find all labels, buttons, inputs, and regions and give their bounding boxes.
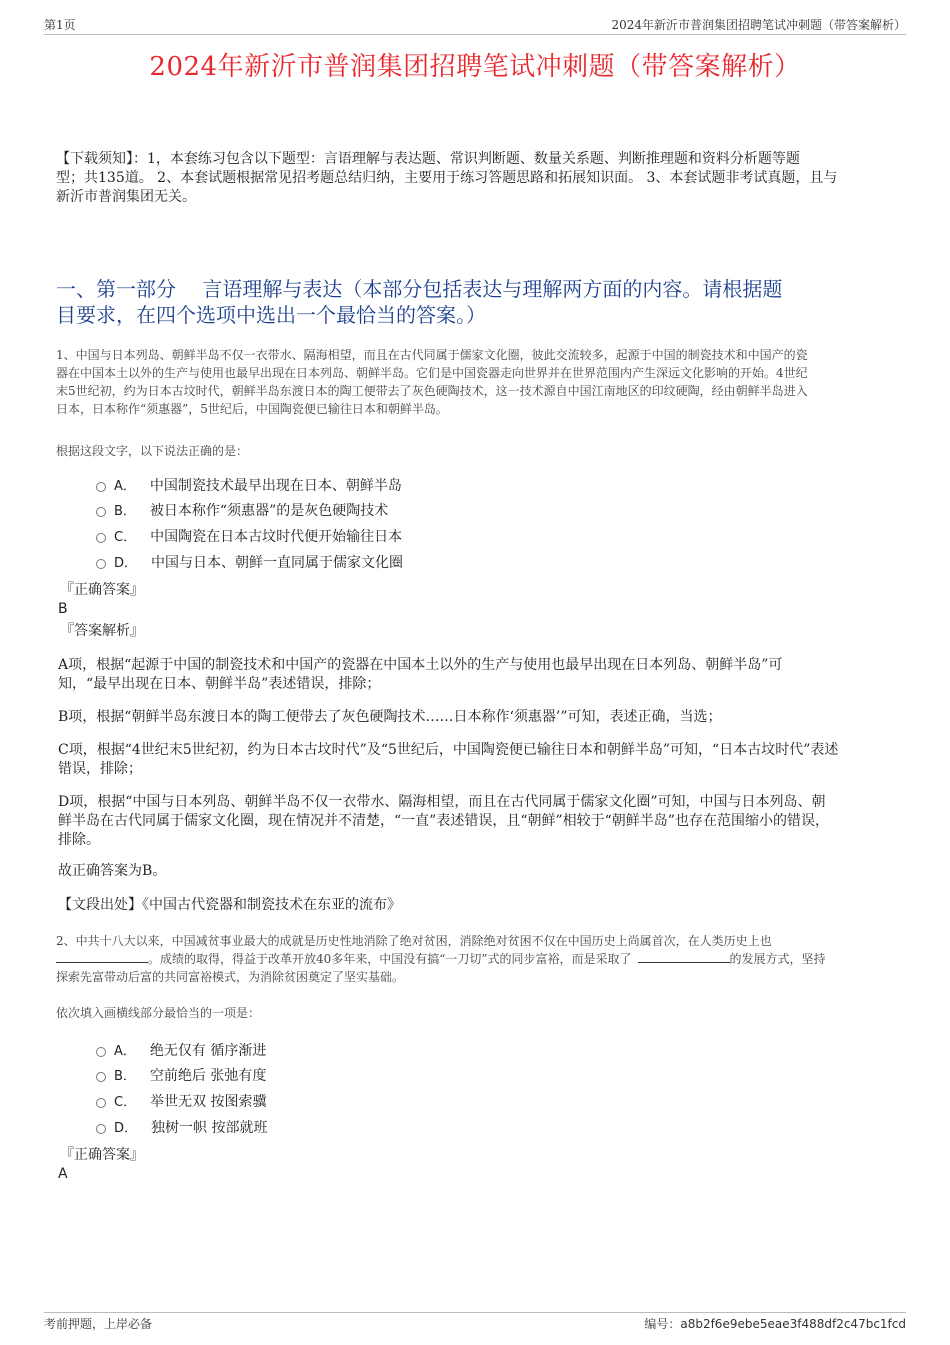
- section-heading-line: 一、第一部分 言语理解与表达（本部分包括表达与理解两方面的内容。请根据题: [56, 277, 783, 301]
- option-key: B．: [114, 504, 136, 519]
- analysis-line: 排除。: [58, 832, 100, 848]
- footer-code: [644, 1315, 906, 1332]
- question-2-stem: [56, 932, 906, 986]
- section-heading-line: 目要求，在四个选项中选出一个最恰当的答案。）: [56, 303, 486, 327]
- radio-icon[interactable]: [96, 482, 106, 492]
- q2-answer-label: 『正确答案』: [60, 1147, 144, 1163]
- page-header: [44, 16, 906, 35]
- section-heading: [56, 276, 906, 328]
- stem-line: 探索先富带动后富的共同富裕模式，为消除贫困奠定了坚实基础。: [56, 970, 405, 984]
- page-number: 第1页: [44, 18, 76, 32]
- stem-line: 末5世纪初，约为日本古坟时代，朝鲜半岛东渡日本的陶工便带去了灰色硬陶技术，这一技术源自中国江南地区的印纹硬陶，经由朝鲜半岛进入: [56, 384, 808, 398]
- q2-answer: A: [58, 1166, 68, 1182]
- fill-blank[interactable]: [638, 950, 730, 963]
- footer-slogan: 考前押题，上岸必备: [44, 1317, 153, 1331]
- analysis-line: D项，根据“中国与日本列岛、朝鲜半岛不仅一衣带水、隔海相望，而且在古代同属于儒家文化圈”可知，中国与日本列岛、朝: [58, 794, 826, 810]
- radio-icon[interactable]: [96, 507, 106, 517]
- option-text: 被日本称作“须惠器”的是灰色硬陶技术: [149, 503, 389, 519]
- notice-line: 新沂市普润集团无关。: [56, 189, 196, 205]
- q1-option-a[interactable]: [96, 476, 402, 496]
- radio-icon[interactable]: [96, 1124, 106, 1134]
- analysis-a: [58, 656, 898, 694]
- header-doc-title: 2024年新沂市普润集团招聘笔试冲刺题（带答案解析）: [611, 18, 906, 32]
- stem-text: 。成绩的取得，得益于改革开放40多年来，中国没有搞“一刀切”式的同步富裕，而是采取了: [148, 952, 632, 966]
- q1-source: 【文段出处】《中国古代瓷器和制瓷技术在东亚的流布》: [58, 897, 401, 913]
- analysis-line: A项，根据“起源于中国的制瓷技术和中国产的瓷器在中国本土以外的生产与使用也最早出现在日本列岛、朝鲜半岛”可: [58, 657, 783, 673]
- stem-line: 2、中共十八大以来，中国减贫事业最大的成就是历史性地消除了绝对贫困，消除绝对贫困不仅在中国历史上尚属首次，在人类历史上也: [56, 934, 772, 948]
- q1-option-d[interactable]: [96, 553, 403, 573]
- option-text: 空前绝后 张弛有度: [149, 1068, 267, 1084]
- stem-line: 器在中国本土以外的生产与使用也最早出现在日本列岛、朝鲜半岛。它们是中国瓷器走向世界并在世界范围内产生深远文化影响的开始。4世纪: [56, 366, 808, 380]
- document-title: 2024年新沂市普润集团招聘笔试冲刺题（带答案解析）: [149, 52, 801, 82]
- analysis-line: C项，根据“4世纪末5世纪初，约为日本古坟时代”及“5世纪后，中国陶瓷便已输往日本和朝鲜半岛”可知，“日本古坟时代”表述: [58, 742, 839, 758]
- notice-line: 【下载须知】：1，本套练习包含以下题型：言语理解与表达题、常识判断题、数量关系题、判断推理题和资料分析题等题: [56, 151, 800, 167]
- stem-line: 1、中国与日本列岛、朝鲜半岛不仅一衣带水、隔海相望，而且在古代同属于儒家文化圈，彼此交流较多，起源于中国的制瓷技术和中国产的瓷: [56, 348, 808, 362]
- radio-icon[interactable]: [96, 559, 106, 569]
- fill-blank[interactable]: [56, 950, 148, 963]
- q2-option-d[interactable]: [96, 1118, 267, 1138]
- question-2-prompt: 依次填入画横线部分最恰当的一项是：: [56, 1006, 261, 1020]
- radio-icon[interactable]: [96, 1072, 106, 1082]
- radio-icon[interactable]: [96, 1098, 106, 1108]
- option-text: 举世无双 按图索骥: [150, 1094, 267, 1110]
- q1-option-c[interactable]: [96, 527, 402, 547]
- code-label: 编号：: [644, 1317, 681, 1331]
- analysis-c: [58, 741, 898, 779]
- analysis-line: 错误，排除；: [58, 761, 142, 777]
- option-key: C．: [114, 530, 137, 545]
- option-key: A．: [114, 479, 136, 494]
- option-key: A．: [114, 1044, 136, 1059]
- question-1-prompt: 根据这段文字，以下说法正确的是：: [56, 444, 249, 458]
- option-text: 中国与日本、朝鲜一直同属于儒家文化圈: [151, 555, 404, 571]
- q1-conclusion: 故正确答案为B。: [58, 863, 167, 879]
- q2-option-c[interactable]: [96, 1092, 267, 1112]
- radio-icon[interactable]: [96, 1047, 106, 1057]
- stem-line: [56, 950, 906, 968]
- q2-option-b[interactable]: [96, 1066, 266, 1086]
- option-text: 绝无仅有 循序渐进: [149, 1043, 267, 1059]
- option-key: D．: [114, 1121, 138, 1136]
- analysis-d: [58, 793, 898, 850]
- option-text: 独树一帜 按部就班: [151, 1120, 268, 1136]
- analysis-line: B项，根据“朝鲜半岛东渡日本的陶工便带去了灰色硬陶技术……日本称作‘须惠器’”可知，表述正确，当选；: [58, 709, 722, 725]
- page-footer: [44, 1312, 906, 1333]
- stem-text: 的发展方式，坚持: [729, 952, 826, 966]
- q2-option-a[interactable]: [96, 1041, 266, 1061]
- analysis-line: 鲜半岛在古代同属于儒家文化圈，现在情况并不清楚，“一直”表述错误，且“朝鲜”相较于“朝鲜半岛”也存在范围缩小的错误，: [58, 813, 829, 829]
- option-key: C．: [114, 1095, 137, 1110]
- stem-line: 日本，日本称作“须惠器”，5世纪后，中国陶瓷便已输往日本和朝鲜半岛。: [56, 402, 448, 416]
- q1-option-b[interactable]: [96, 501, 388, 521]
- code-value: a8b2f6e9ebe5eae3f488df2c47bc1fcd: [680, 1317, 906, 1331]
- analysis-line: 知，“最早出现在日本、朝鲜半岛”表述错误，排除；: [58, 676, 381, 692]
- analysis-b: [58, 708, 898, 727]
- question-1-stem: [56, 346, 906, 418]
- download-notice: [56, 150, 906, 207]
- q1-answer-label: 『正确答案』: [60, 582, 144, 598]
- option-key: D．: [114, 556, 138, 571]
- q1-answer: B: [58, 601, 68, 617]
- q1-analysis-label: 『答案解析』: [60, 623, 144, 639]
- option-key: B．: [114, 1069, 136, 1084]
- notice-line: 型；共135道。 2、本套试题根据常见招考题总结归纳，主要用于练习答题思路和拓展知识面。 3、本套试题非考试真题，且与: [56, 170, 838, 186]
- option-text: 中国制瓷技术最早出现在日本、朝鲜半岛: [149, 478, 402, 494]
- radio-icon[interactable]: [96, 533, 106, 543]
- option-text: 中国陶瓷在日本古坟时代便开始输往日本: [150, 529, 403, 545]
